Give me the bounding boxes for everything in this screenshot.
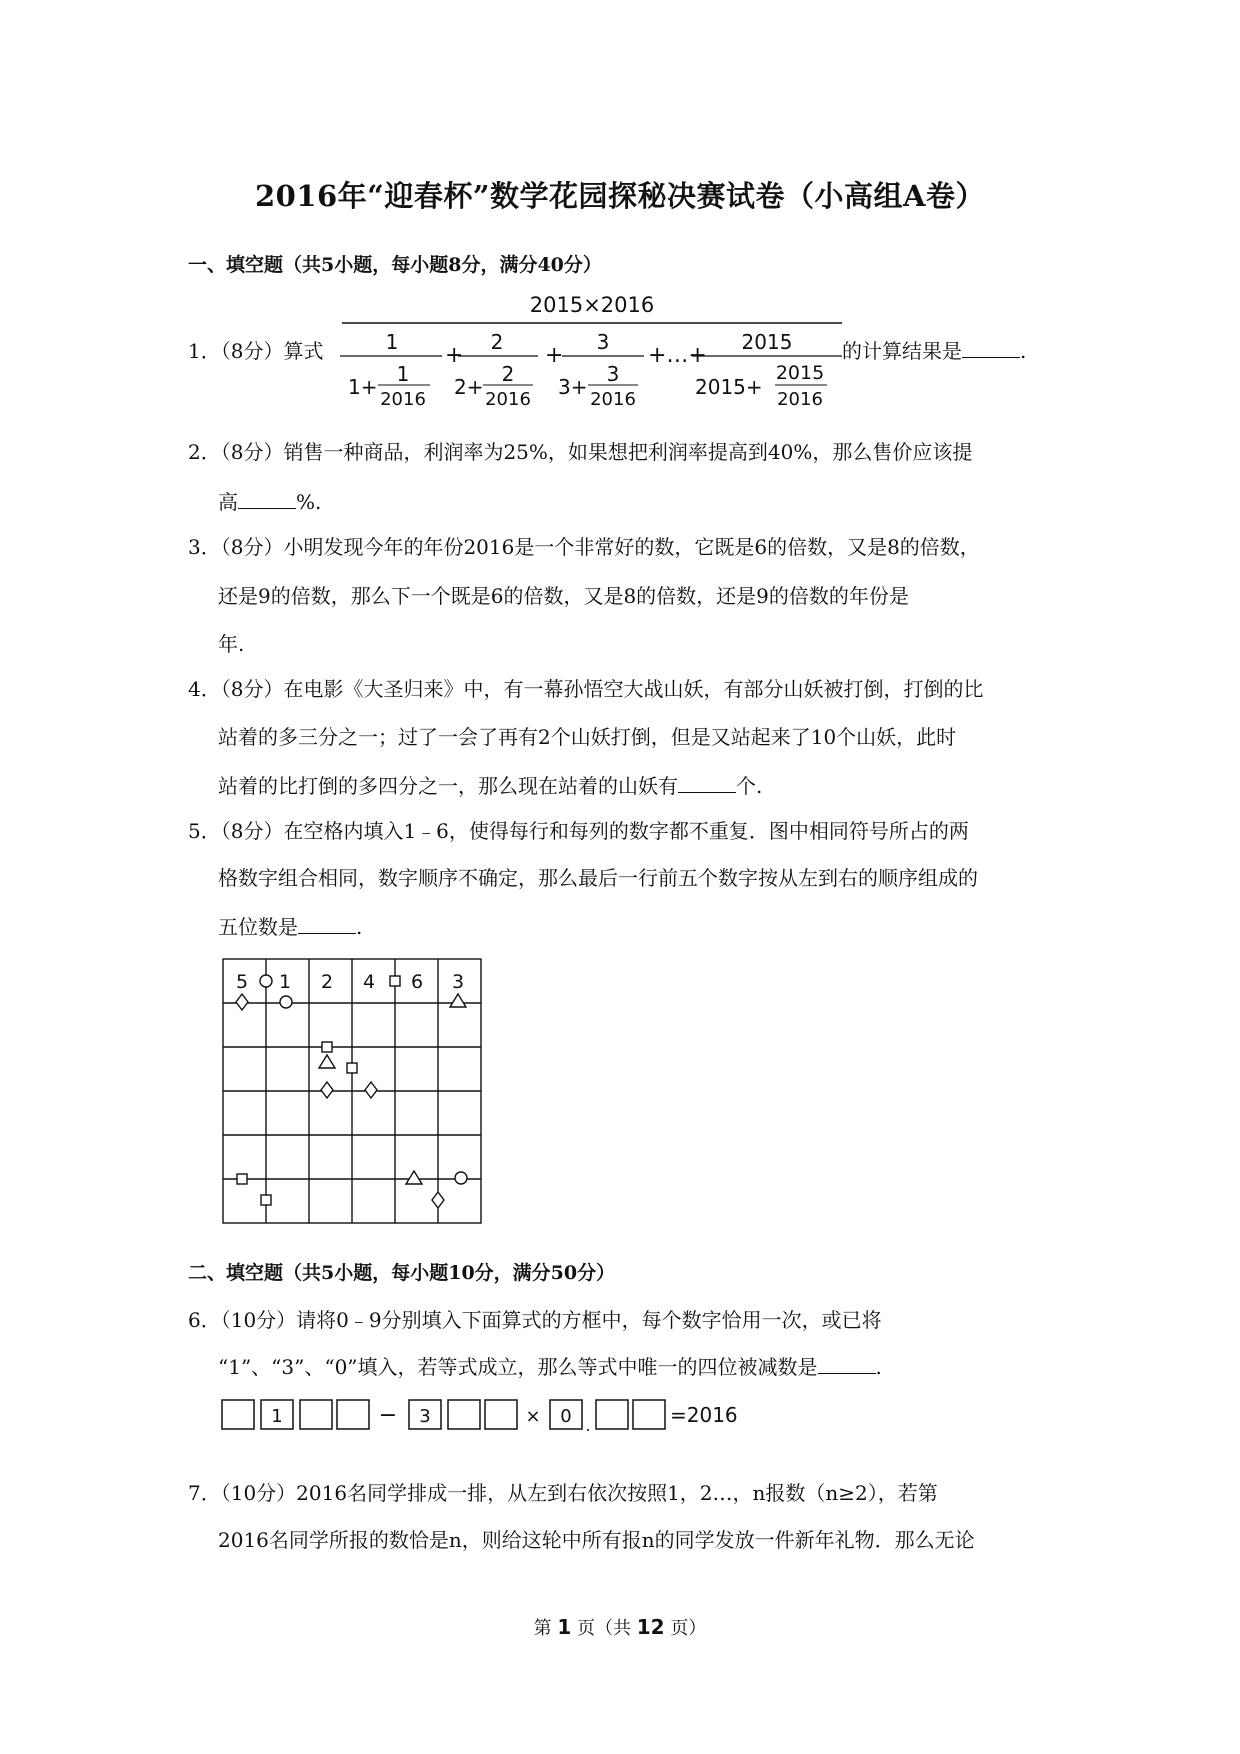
q3-line-2: 还是9的倍数，那么下一个既是6的倍数，又是8的倍数，还是9的倍数的年份是 <box>218 584 909 608</box>
q4-answer-blank <box>678 774 736 793</box>
triangle-symbol <box>319 1055 335 1068</box>
grid-digit-3: 3 <box>451 971 465 993</box>
q1-term3-num: 3 <box>596 330 610 354</box>
q4-line-1: 4．（8分）在电影《大圣归来》中，有一幕孙悟空大战山妖，有部分山妖被打倒，打倒的比 <box>188 677 984 701</box>
q1-term3-den-den: 2016 <box>590 389 636 410</box>
eq-minus: − <box>378 1403 398 1428</box>
footer-total-pages: 12 <box>636 1615 665 1639</box>
q1-plus-2: + <box>545 343 564 368</box>
q1-term4-num: 2015 <box>741 330 793 354</box>
q1-term1-den-int: 1+ <box>348 375 378 399</box>
q6-answer-blank <box>818 1355 876 1374</box>
grid-digit-2: 2 <box>320 971 334 993</box>
grid-digit-4: 4 <box>362 971 376 993</box>
circle-symbol <box>455 1172 467 1184</box>
q5-line-2: 格数字组合相同，数字顺序不确定，那么最后一行前五个数字按从左到右的顺序组成的 <box>218 866 978 890</box>
eq-decimal-point: . <box>585 1416 591 1435</box>
eq-box <box>337 1400 369 1429</box>
q1-prefix: 1．（8分）算式 <box>188 339 324 363</box>
grid-digit-5: 5 <box>235 971 249 993</box>
eq-box <box>300 1400 332 1429</box>
q1-term4-den-int: 2015+ <box>695 375 763 399</box>
grid-digit-6: 6 <box>410 971 424 993</box>
circle-symbol <box>260 975 272 987</box>
eq-box <box>485 1400 517 1429</box>
triangle-symbol <box>406 1171 422 1184</box>
eq-given-3: 3 <box>419 1406 431 1427</box>
q1-fraction-expression <box>330 286 850 416</box>
eq-given-1: 1 <box>271 1406 283 1427</box>
diamond-symbol <box>236 994 248 1010</box>
q1-term2-den-den: 2016 <box>485 389 531 410</box>
eq-box <box>448 1400 480 1429</box>
q5-latin-square-grid <box>220 955 484 1227</box>
q1-suffix: 的计算结果是 . <box>842 339 1027 363</box>
triangle-symbol <box>450 994 466 1007</box>
q1-term4-den-den: 2016 <box>777 389 823 410</box>
q1-term3-den-int: 3+ <box>558 375 588 399</box>
q6-line-1: 6．（10分）请将0﹣9分别填入下面算式的方框中，每个数字恰用一次，或已将 <box>188 1308 882 1332</box>
diamond-symbol <box>365 1082 377 1098</box>
square-symbol <box>322 1042 332 1052</box>
circle-symbol <box>280 996 292 1008</box>
q1-term1-num: 1 <box>385 330 399 354</box>
q6-equation-boxes <box>220 1395 760 1435</box>
page-footer: 第 1 页（共 12 页） <box>533 1615 707 1639</box>
eq-box <box>596 1400 628 1429</box>
section-2-heading: 二、填空题（共5小题，每小题10分，满分50分） <box>188 1262 616 1284</box>
square-symbol <box>347 1063 357 1073</box>
q1-term2-den-num: 2 <box>501 362 515 386</box>
q2-answer-blank <box>238 490 296 509</box>
grid-digit-1: 1 <box>278 971 292 993</box>
square-symbol <box>390 976 400 986</box>
q3-line-1: 3．（8分）小明发现今年的年份2016是一个非常好的数，它既是6的倍数，又是8的倍数， <box>188 535 980 559</box>
q4-line-2: 站着的多三分之一；过了一会了再有2个山妖打倒，但是又站起来了10个山妖，此时 <box>218 725 957 749</box>
square-symbol <box>237 1174 247 1184</box>
square-symbol <box>261 1195 271 1205</box>
q7-line-2: 2016名同学所报的数恰是n，则给这轮中所有报n的同学发放一件新年礼物．那么无论 <box>218 1528 975 1552</box>
q1-term3-den-num: 3 <box>606 362 620 386</box>
q5-line-3: 五位数是 . <box>218 915 363 939</box>
q6-line-2: “1”、“3”、“0”填入，若等式成立，那么等式中唯一的四位被减数是 . <box>218 1355 882 1379</box>
q1-numerator: 2015×2016 <box>529 293 655 317</box>
q5-answer-blank <box>298 915 356 934</box>
q3-line-3: 年. <box>218 632 245 656</box>
q2-line-2: 高 %. <box>218 490 322 514</box>
page-title: 2016年“迎春杯”数学花园探秘决赛试卷（小高组A卷） <box>254 179 986 213</box>
q1-ellipsis: +…+ <box>648 343 707 368</box>
q1-term1-den-num: 1 <box>396 362 410 386</box>
q1-term2-num: 2 <box>490 330 504 354</box>
section-1-heading: 一、填空题（共5小题，每小题8分，满分40分） <box>188 254 602 276</box>
q5-line-1: 5．（8分）在空格内填入1﹣6，使得每行和每列的数字都不重复．图中相同符号所占的两 <box>188 819 969 843</box>
q1-term1-den-den: 2016 <box>380 389 426 410</box>
eq-times: × <box>525 1406 541 1427</box>
eq-result: =2016 <box>670 1403 738 1427</box>
q1-term4-den-num: 2015 <box>775 362 825 384</box>
q1-plus-1: + <box>445 343 464 368</box>
q1-term2-den-int: 2+ <box>454 375 484 399</box>
eq-box <box>633 1400 665 1429</box>
q1-answer-blank <box>962 339 1020 358</box>
q4-line-3: 站着的比打倒的多四分之一，那么现在站着的山妖有 个. <box>218 774 763 798</box>
diamond-symbol <box>432 1192 444 1208</box>
eq-given-0: 0 <box>560 1406 572 1427</box>
q2-line-1: 2．（8分）销售一种商品，利润率为25%，如果想把利润率提高到40%，那么售价应该提 <box>188 440 973 464</box>
q7-line-1: 7．（10分）2016名同学排成一排，从左到右依次按照1，2…，n报数（n≥2），若第 <box>188 1481 938 1505</box>
diamond-symbol <box>321 1082 333 1098</box>
eq-box <box>222 1400 254 1429</box>
footer-page-number: 1 <box>557 1615 572 1639</box>
